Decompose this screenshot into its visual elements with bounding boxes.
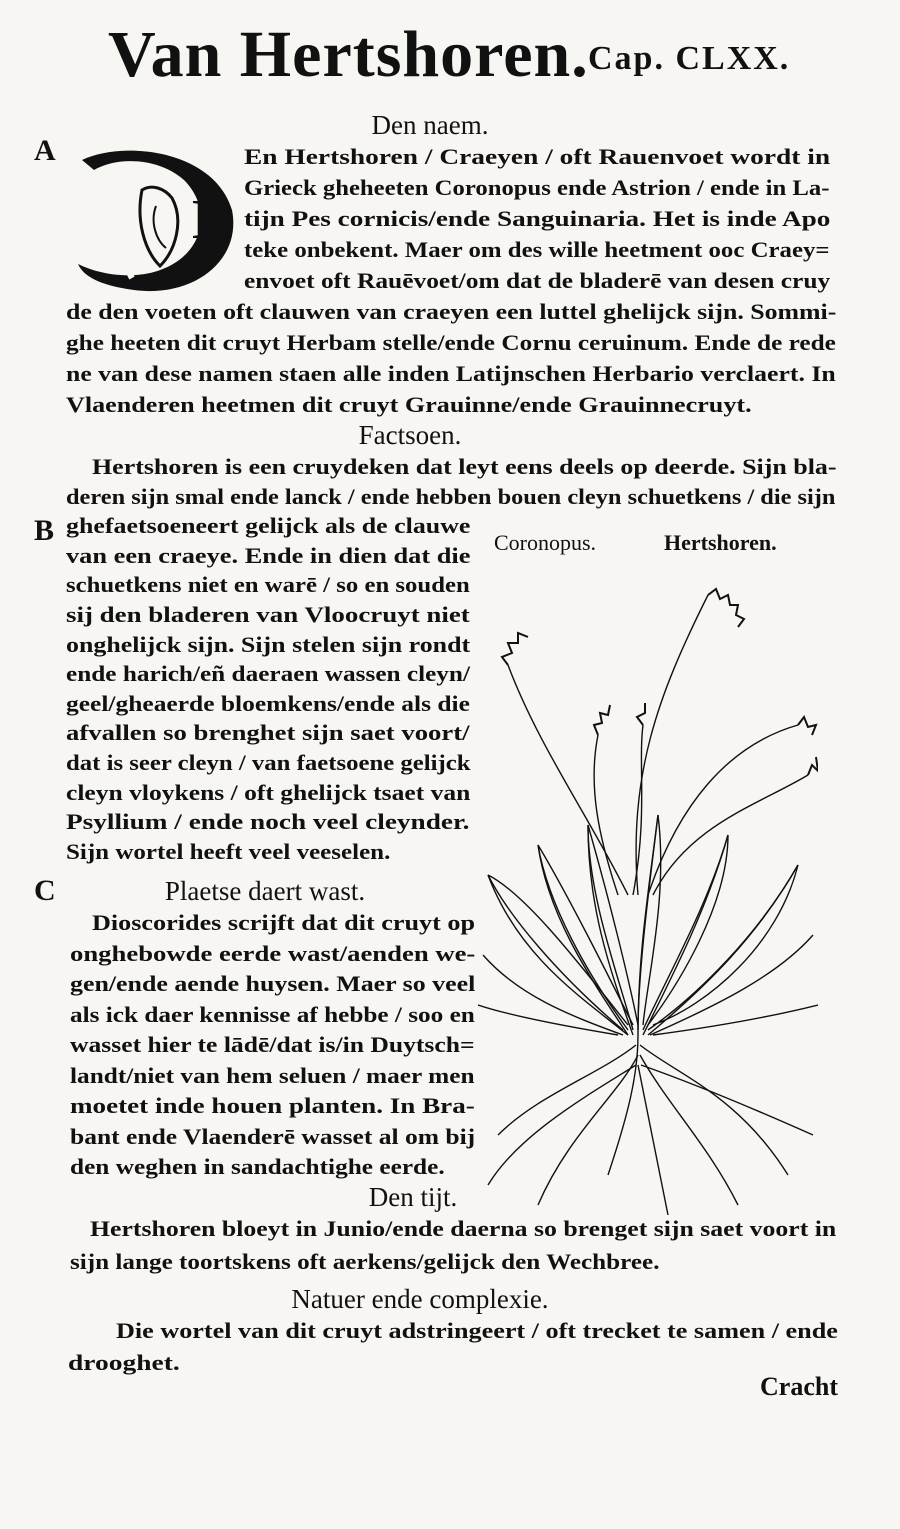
plaetse-line: bant ende Vlaenderē wasset al om bij — [70, 1123, 476, 1149]
plaetse-line: landt/niet van hem seluen / maer men — [70, 1062, 475, 1088]
plaetse-line: als ick daer kennisse af hebbe / soo en — [70, 1001, 475, 1027]
factsoen-line: dat is seer cleyn / van faetsoene gelijck — [66, 750, 471, 775]
heading-natuer: Natuer ende complexie. — [291, 1284, 549, 1314]
plaetse-line: Dioscorides scrijft dat dit cruyt op — [92, 910, 476, 935]
factsoen-line: Sijn wortel heeft veel veeselen. — [66, 838, 391, 864]
plaetse-line: moetet inde houen planten. In Bra- — [70, 1093, 475, 1118]
naem-line: envoet oft Rauēvoet/om dat de bladerē van desen cruy — [244, 268, 831, 293]
factsoen-line: deren sijn smal ende lanck / ende hebben bouen cleyn schuetkens / die sijn — [66, 483, 836, 509]
heading-plaetse: Plaetse daert wast. — [164, 876, 366, 906]
factsoen-line: afvallen so brenghet sijn saet voort/ — [66, 720, 470, 746]
factsoen-line: schuetkens niet en warē / so en souden — [66, 572, 470, 598]
catchword: Cracht — [760, 1372, 838, 1401]
naem-line: ghe heeten dit cruyt Herbam stelle/ende Cornu ceruinum. Ende de rede — [66, 330, 836, 355]
naem-line: En Hertshoren / Craeyen / oft Rauenvoet wordt in — [244, 144, 831, 169]
naem-line: Vlaenderen heetmen dit cruyt Grauinne/ende Grauinnecruyt. — [66, 392, 752, 417]
naem-line: Grieck gheheeten Coronopus ende Astrion / ende in La- — [244, 175, 830, 200]
tijt-line: sijn lange toortskens oft aerkens/gelijck den Wechbree. — [70, 1249, 660, 1274]
factsoen-line: onghelijck sijn. Sijn stelen sijn rondt — [66, 631, 471, 657]
plaetse-line: onghebowde eerde wast/aenden we- — [70, 940, 476, 966]
factsoen-line: sij den bladeren van Vloocruyt niet — [66, 602, 470, 627]
margin-letter-c: C — [34, 874, 56, 907]
tijt-line: Hertshoren bloeyt in Junio/ende daerna so brenget sijn saet voort in — [90, 1216, 837, 1241]
figure-caption-dutch: Hertshoren. — [664, 530, 777, 555]
factsoen-line: van een craeye. Ende in dien dat die — [66, 542, 471, 568]
chapter-number: Cap. CLXX. — [588, 40, 791, 77]
naem-line: tijn Pes cornicis/ende Sanguinaria. Het is inde Apo — [244, 206, 831, 231]
factsoen-line: Hertshoren is een cruydeken dat leyt eens deels op deerde. Sijn bla- — [92, 454, 837, 479]
naem-line: teke onbekent. Maer om des wille heetment ooc Craey= — [244, 237, 830, 262]
heading-naem: Den naem. — [371, 110, 489, 140]
decorated-initial-d — [64, 140, 240, 300]
factsoen-line: geel/gheaerde bloemkens/ende als die — [66, 690, 470, 716]
natuer-line: drooghet. — [68, 1350, 180, 1375]
naem-line: ne van dese namen staen alle inden Latijnschen Herbario verclaert. In — [66, 361, 836, 386]
running-title: Van Hertshoren. — [108, 18, 589, 91]
heading-tijt: Den tijt. — [368, 1182, 458, 1212]
plaetse-line: wasset hier te lādē/dat is/in Duytsch= — [70, 1032, 475, 1057]
heading-factsoen: Factsoen. — [358, 420, 462, 450]
factsoen-line: Psyllium / ende noch veel cleynder. — [66, 809, 470, 835]
natuer-line: Die wortel van dit cruyt adstringeert / oft trecket te samen / ende — [116, 1318, 838, 1343]
initial-letter: D — [192, 189, 233, 251]
factsoen-line: ghefaetsoeneert gelijck als de clauwe — [66, 513, 471, 539]
plaetse-line: gen/ende aende huysen. Maer so veel — [70, 971, 476, 996]
coronopus-woodcut-illustration — [478, 575, 818, 1215]
factsoen-line: cleyn vloykens / oft ghelijck tsaet van — [66, 779, 471, 805]
margin-letter-b: B — [34, 514, 55, 547]
figure-caption-latin: Coronopus. — [494, 530, 597, 555]
plaetse-line: den weghen in sandachtighe eerde. — [70, 1154, 445, 1179]
margin-letter-a: A — [34, 134, 56, 167]
factsoen-line: ende harich/eñ daeraen wassen cleyn/ — [66, 661, 470, 687]
naem-line: de den voeten oft clauwen van craeyen een luttel ghelijck sijn. Sommi- — [66, 299, 837, 324]
